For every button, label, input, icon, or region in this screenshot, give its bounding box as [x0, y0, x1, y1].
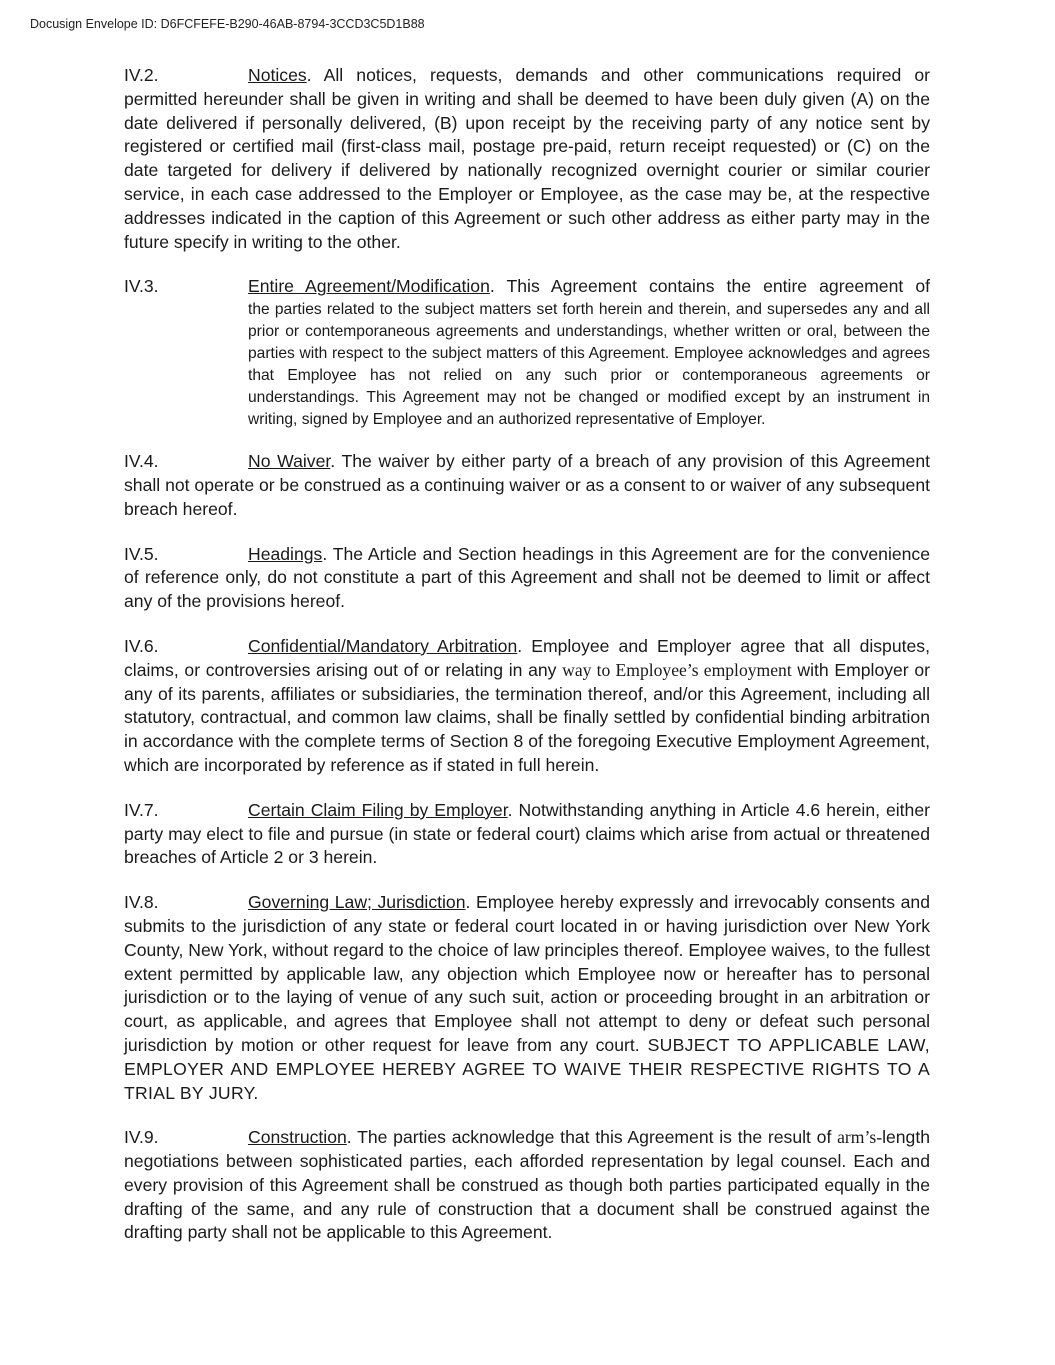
section-iv-8 — [124, 891, 930, 1105]
section-text-b: length negotiations between sophisticated parties, each afforded representation by legal counsel. Each and every provision of this Agreement shall be construed as though both parties participated equally in the drafting of the same, and any rule of construction that a document shall be construed against the drafting party shall not be applicable to this Agreement. — [124, 1127, 930, 1243]
section-number: IV.5. — [124, 543, 159, 564]
section-number: IV.4. — [124, 451, 159, 472]
section-text: . All notices, requests, demands and other communications required or permitted hereunder shall be given in writing and shall be deemed to have been duly given (A) on the date delivered if personally delivered, (B) upon receipt by the receiving party of any notice sent by registered or certified mail (first-class mail, postage pre-paid, return receipt requested) or (C) on the date targeted for delivery if delivered by nationally recognized overnight courier or similar courier service, in each case addressed to the Employer or Employee, as the case may be, at the respective addresses indicated in the caption of this Agreement or such other address as either party may in the future specify in writing to the other. — [124, 65, 930, 252]
section-number: IV.2. — [124, 65, 159, 85]
section-text: . Notwithstanding anything in Article 4.6 herein, either party may elect to file and pursue (in state or federal court) claims which arise from actual or threatened breaches of Article 2 or 3 herein. — [124, 799, 930, 868]
section-text-a: . Employee and Employer agree that all disputes, claims, or controversies arising out of or relating in any — [124, 635, 930, 680]
section-text: . The waiver by either party of a breach of any provision of this Agreement shall not operate or be construed as a continuing waiver or as a consent to or waiver of any subsequent breach hereof. — [124, 451, 930, 519]
section-number: IV.3. — [124, 276, 159, 297]
section-title: Notices — [248, 65, 307, 85]
section-title: Governing Law; Jurisdiction — [248, 892, 466, 913]
section-number: IV.7. — [124, 799, 159, 820]
envelope-id: Docusign Envelope ID: D6FCFEFE-B290-46AB-8794-3CCD3C5D1B88 — [30, 17, 425, 31]
section-number: IV.8. — [124, 892, 159, 913]
section-text-a: . The parties acknowledge that this Agreement is the result of — [346, 1127, 838, 1148]
section-text-serif: arm’s- — [837, 1127, 883, 1148]
section-text-b: with Employer or any of its parents, affiliates or subsidiaries, the termination thereof, and/or this Agreement, including all statutory, contractual, and common law claims, shall be finally settled by confidential binding arbitration in accordance with the complete terms of Section 8 of the foregoing Executive Employment Agreement, which are incorporated by reference as if stated in full herein. — [124, 659, 930, 775]
section-iv-2 — [124, 64, 930, 254]
section-title: Construction — [248, 1127, 347, 1148]
section-iv-6 — [124, 635, 930, 778]
section-indented-text: the parties related to the subject matters set forth herein and therein, and supersedes any and all prior or contemporaneous agreements and understandings, whether written or oral, between the parties with respect to the subject matters of this Agreement. Employee acknowledges and agrees that Employee has not relied on any such prior or contemporaneous agreements or understandings. This Agreement may not be changed or modified except by an instrument in writing, signed by Employee and an authorized representative of Employer. — [248, 301, 930, 429]
section-iv-4 — [124, 450, 930, 521]
section-title: Entire Agreement/Modification — [248, 276, 490, 297]
section-number: IV.6. — [124, 635, 159, 656]
section-lead-text: . This Agreement contains the entire agreement of — [489, 276, 930, 297]
section-number: IV.9. — [124, 1127, 159, 1148]
section-text: . Employee hereby expressly and irrevocably consents and submits to the jurisdiction of any state or federal court located in or having jurisdiction over New York County, New York, without regard to the choice of law principles thereof. Employee waives, to the fullest extent permitted by applicable law, any objection which Employee now or hereafter has to personal jurisdiction or to the laying of venue of any such suit, action or proceeding brought in an arbitration or court, as applicable, and agrees that Employee shall not attempt to deny or defeat such personal jurisdiction by motion or other request for leave from any court. — [124, 892, 931, 1055]
section-text: . The Article and Section headings in this Agreement are for the convenience of reference only, do not constitute a part of this Agreement and shall not be deemed to limit or affect any of the provisions hereof. — [124, 543, 930, 612]
section-iv-5 — [124, 543, 930, 614]
document-body — [124, 64, 930, 1266]
section-title: Confidential/Mandatory Arbitration — [248, 635, 518, 656]
section-text-serif: way to Employee’s employment — [562, 659, 792, 680]
section-iv-7 — [124, 799, 930, 870]
section-title: No Waiver — [248, 451, 331, 472]
section-title: Headings — [248, 543, 323, 564]
section-iv-3 — [124, 275, 930, 431]
section-title: Certain Claim Filing by Employer — [248, 799, 508, 820]
section-iv-9 — [124, 1126, 930, 1245]
jury-waiver-text: SUBJECT TO APPLICABLE LAW, EMPLOYER AND EMPLOYEE HEREBY AGREE TO WAIVE THEIR RESPECTIVE RIGHTS TO A TRIAL BY JURY. — [124, 1034, 930, 1103]
